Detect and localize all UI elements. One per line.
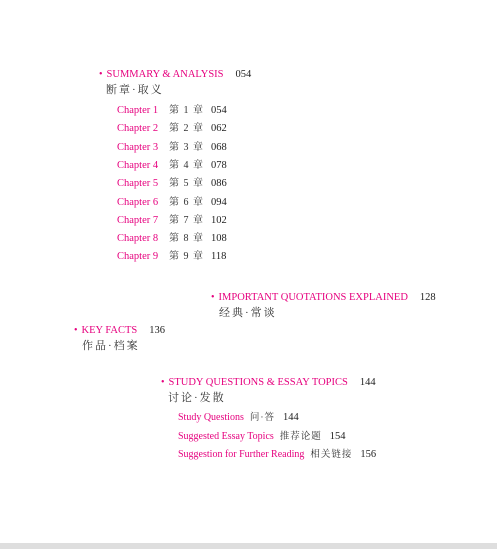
chapter-cn-label: 第 3 章 xyxy=(169,141,204,153)
chapter-page-number: 094 xyxy=(211,196,227,208)
toc-entry-study[interactable] xyxy=(161,375,376,389)
chapter-cn-label: 第 1 章 xyxy=(169,105,204,116)
toc-entry-chapter[interactable] xyxy=(117,176,227,190)
chapter-cn-label: 第 9 章 xyxy=(169,251,204,263)
toc-entry-summary[interactable] xyxy=(99,67,251,81)
bullet-icon: • xyxy=(99,69,103,80)
toc-title-summary: SUMMARY & ANALYSIS xyxy=(106,69,224,80)
toc-entry-chapter[interactable] xyxy=(117,213,227,227)
bullet-icon: • xyxy=(211,292,215,303)
chapter-cn-label: 第 8 章 xyxy=(169,233,204,245)
chapter-page-number: 078 xyxy=(211,159,227,171)
toc-entry-chapter[interactable] xyxy=(117,158,227,172)
study-item-page-number: 144 xyxy=(283,412,299,423)
toc-entry-chapter[interactable] xyxy=(117,231,227,245)
bullet-icon: • xyxy=(74,325,78,336)
study-item-label: Suggested Essay Topics xyxy=(178,430,274,442)
chapter-label: Chapter 2 xyxy=(117,123,159,135)
chapter-label: Chapter 6 xyxy=(117,196,159,208)
study-item-page-number: 154 xyxy=(329,430,346,442)
chapter-page-number: 062 xyxy=(211,123,227,135)
chapter-label: Chapter 5 xyxy=(117,178,159,190)
toc-entry-chapter[interactable] xyxy=(117,249,226,263)
toc-subtitle-study: 讨论·发散 xyxy=(168,392,226,404)
toc-title-study: STUDY QUESTIONS & ESSAY TOPICS xyxy=(168,377,348,388)
toc-entry-chapter[interactable] xyxy=(117,121,227,135)
chapter-cn-label: 第 7 章 xyxy=(169,214,204,226)
toc-entry-study-item[interactable] xyxy=(178,447,376,461)
chapter-page-number: 102 xyxy=(211,214,227,226)
toc-title-quotations: IMPORTANT QUOTATIONS EXPLAINED xyxy=(218,292,408,303)
chapter-label: Chapter 3 xyxy=(117,141,159,153)
chapter-cn-label: 第 5 章 xyxy=(169,178,204,190)
toc-title-key-facts: KEY FACTS xyxy=(81,325,138,336)
chapter-label: Chapter 9 xyxy=(117,251,159,263)
chapter-page-number: 108 xyxy=(211,233,227,245)
toc-page-quotations: 128 xyxy=(419,292,436,303)
chapter-page-number: 086 xyxy=(211,178,227,190)
toc-subtitle-quotations: 经典·常谈 xyxy=(219,307,277,319)
toc-subtitle-key-facts: 作品·档案 xyxy=(82,340,140,352)
toc-entry-study-item[interactable] xyxy=(178,429,346,443)
toc-page-summary: 054 xyxy=(235,69,252,80)
chapter-cn-label: 第 2 章 xyxy=(169,123,204,135)
toc-page-key-facts: 136 xyxy=(149,325,165,336)
study-item-cn-label: 问·答 xyxy=(249,413,276,423)
chapter-cn-label: 第 6 章 xyxy=(169,196,204,208)
toc-entry-chapter[interactable] xyxy=(117,140,227,154)
study-item-label: Study Questions xyxy=(178,412,244,423)
chapter-label: Chapter 1 xyxy=(117,105,159,116)
study-item-page-number: 156 xyxy=(360,449,377,460)
study-item-cn-label: 推荐论题 xyxy=(279,431,322,442)
chapter-page-number: 068 xyxy=(211,141,227,153)
toc-subtitle-summary: 断章·取义 xyxy=(106,84,164,96)
chapter-label: Chapter 4 xyxy=(117,159,159,171)
study-item-label: Suggestion for Further Reading xyxy=(178,449,305,460)
toc-entry-chapter[interactable] xyxy=(117,103,227,117)
toc-entry-study-item[interactable] xyxy=(178,410,299,424)
bullet-icon: • xyxy=(161,377,165,388)
toc-entry-quotations[interactable] xyxy=(211,290,436,304)
toc-page-study: 144 xyxy=(359,377,376,388)
study-item-cn-label: 相关链接 xyxy=(310,450,353,460)
toc-entry-key-facts[interactable] xyxy=(74,323,165,337)
chapter-label: Chapter 8 xyxy=(117,233,159,245)
chapter-label: Chapter 7 xyxy=(117,214,159,226)
chapter-page-number: 054 xyxy=(211,105,227,116)
bottom-strip xyxy=(0,543,497,549)
chapter-page-number: 118 xyxy=(211,251,227,263)
chapter-cn-label: 第 4 章 xyxy=(169,159,204,171)
toc-entry-chapter[interactable] xyxy=(117,195,227,209)
